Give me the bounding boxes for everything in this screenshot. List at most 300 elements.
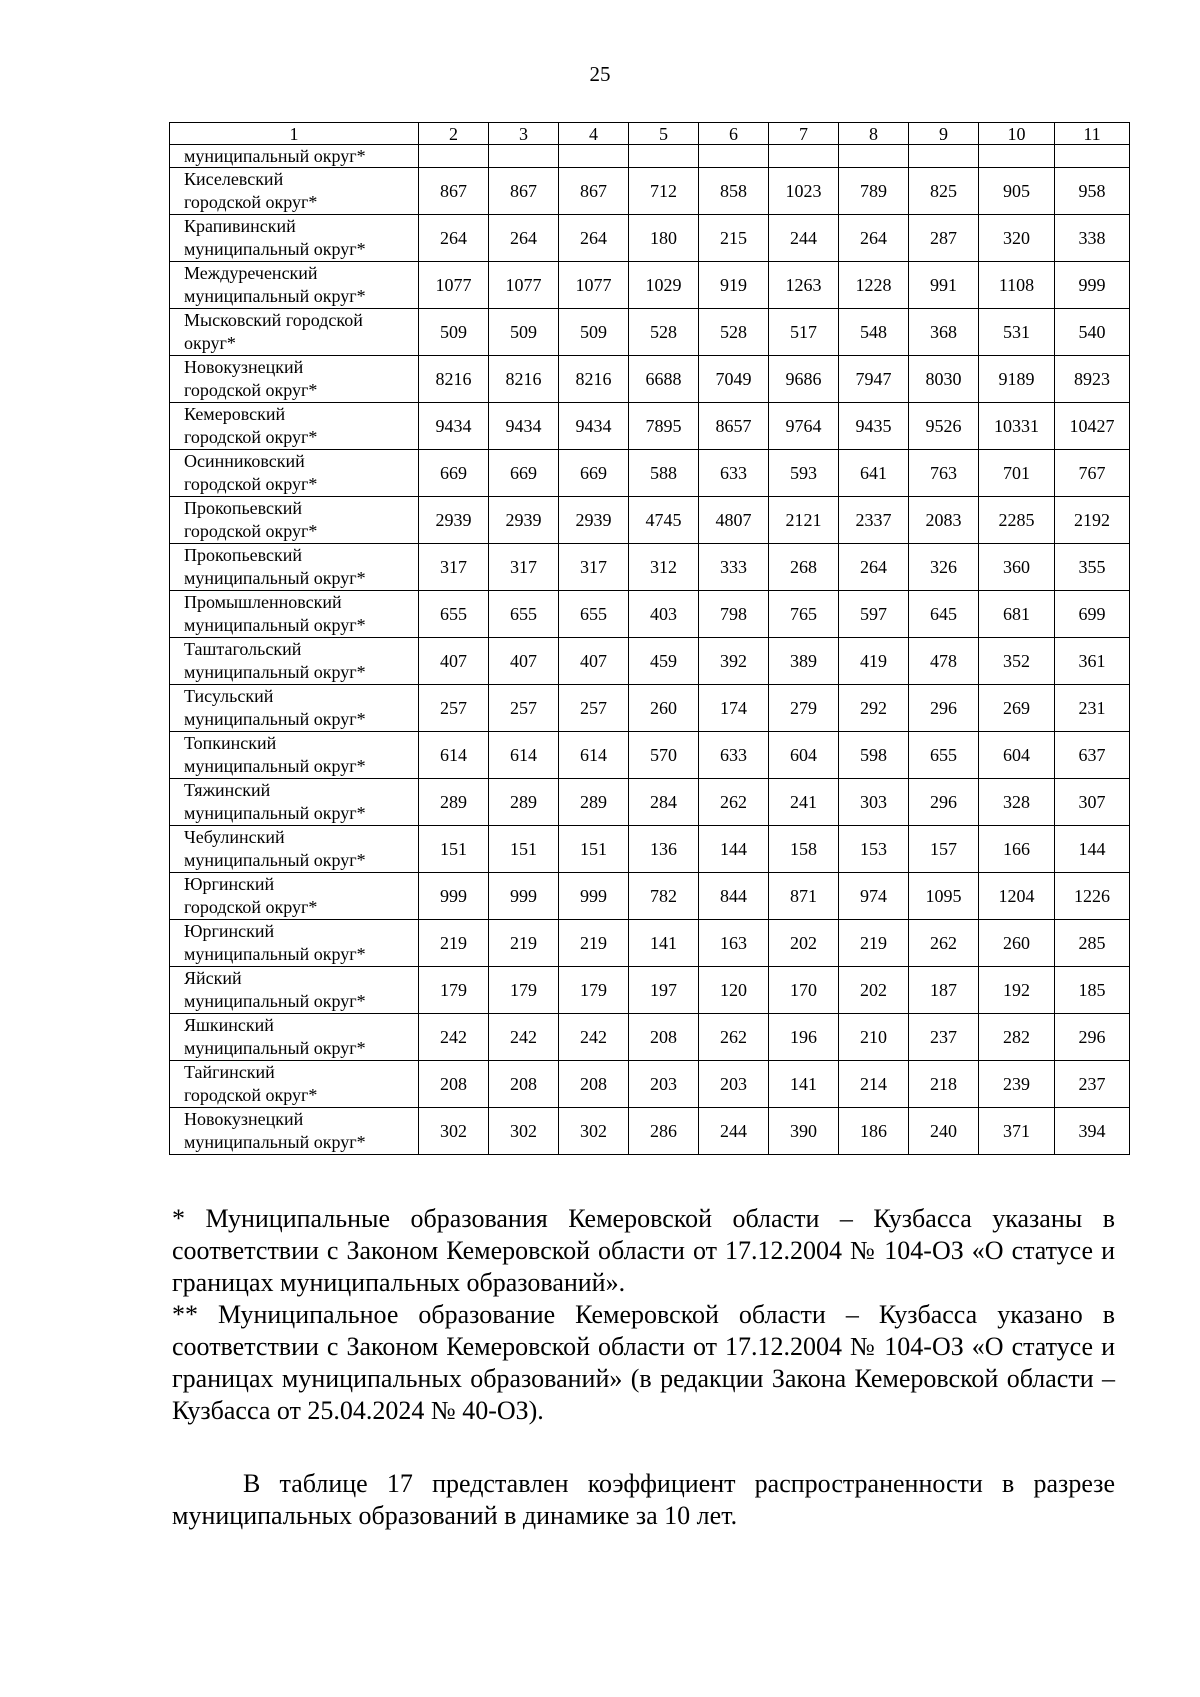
value-cell: 262 — [909, 920, 979, 967]
value-cell: 407 — [419, 638, 489, 685]
value-cell: 264 — [559, 215, 629, 262]
value-cell: 144 — [699, 826, 769, 873]
value-cell: 655 — [419, 591, 489, 638]
value-cell: 767 — [1055, 450, 1130, 497]
value-cell: 185 — [1055, 967, 1130, 1014]
value-cell: 10331 — [979, 403, 1055, 450]
column-header: 3 — [489, 123, 559, 145]
value-cell: 669 — [419, 450, 489, 497]
value-cell: 244 — [769, 215, 839, 262]
value-cell: 144 — [1055, 826, 1130, 873]
municipality-name-line: Новокузнецкий — [184, 1109, 304, 1129]
value-cell: 858 — [699, 168, 769, 215]
value-cell: 1077 — [559, 262, 629, 309]
value-cell: 141 — [629, 920, 699, 967]
value-cell: 237 — [1055, 1061, 1130, 1108]
value-cell: 151 — [489, 826, 559, 873]
value-cell: 257 — [489, 685, 559, 732]
value-cell: 7895 — [629, 403, 699, 450]
table-row — [170, 356, 1130, 403]
municipality-name — [170, 920, 419, 967]
value-cell: 307 — [1055, 779, 1130, 826]
value-cell: 867 — [489, 168, 559, 215]
value-cell: 798 — [699, 591, 769, 638]
value-cell: 244 — [699, 1108, 769, 1155]
table-row — [170, 1014, 1130, 1061]
municipality-name-line: Таштагольский — [184, 639, 302, 659]
value-cell: 219 — [419, 920, 489, 967]
municipality-name-line: Мысковский городской — [184, 310, 363, 330]
value-cell: 919 — [699, 262, 769, 309]
value-cell: 1204 — [979, 873, 1055, 920]
municipality-name — [170, 309, 419, 356]
table-row — [170, 1108, 1130, 1155]
value-cell: 214 — [839, 1061, 909, 1108]
table-row — [170, 685, 1130, 732]
column-header: 1 — [170, 123, 419, 145]
municipality-name-line: муниципальный округ* — [184, 709, 366, 729]
value-cell: 286 — [629, 1108, 699, 1155]
value-cell: 9434 — [559, 403, 629, 450]
value-cell: 262 — [699, 1014, 769, 1061]
value-cell: 389 — [769, 638, 839, 685]
value-cell: 1023 — [769, 168, 839, 215]
municipality-name-line: муниципальный округ* — [184, 286, 366, 306]
value-cell: 407 — [489, 638, 559, 685]
value-cell: 328 — [979, 779, 1055, 826]
value-cell: 10427 — [1055, 403, 1130, 450]
municipality-name-line: муниципальный округ* — [184, 1038, 366, 1058]
value-cell: 645 — [909, 591, 979, 638]
footnote-single-asterisk: * Муниципальные образования Кемеровской области – Кузбасса указаны в соответствии с Законом Кемеровской области от 17.12.2004 № 104-ОЗ «О статусе и границах муниципальных образований». — [172, 1204, 1115, 1297]
value-cell: 208 — [629, 1014, 699, 1061]
value-cell: 215 — [699, 215, 769, 262]
value-cell: 282 — [979, 1014, 1055, 1061]
value-cell: 8216 — [489, 356, 559, 403]
municipality-name-line: муниципальный округ* — [184, 803, 366, 823]
table-row — [170, 779, 1130, 826]
value-cell: 257 — [419, 685, 489, 732]
value-cell: 352 — [979, 638, 1055, 685]
value-cell: 633 — [699, 732, 769, 779]
page-number: 25 — [589, 62, 611, 86]
value-cell: 289 — [559, 779, 629, 826]
value-cell: 614 — [489, 732, 559, 779]
municipality-name — [170, 1108, 419, 1155]
value-cell: 151 — [559, 826, 629, 873]
value-cell: 999 — [1055, 262, 1130, 309]
value-cell: 9434 — [489, 403, 559, 450]
value-cell: 597 — [839, 591, 909, 638]
value-cell: 257 — [559, 685, 629, 732]
municipality-name-line: Прокопьевский — [184, 545, 303, 565]
value-cell: 8216 — [419, 356, 489, 403]
value-cell: 312 — [629, 544, 699, 591]
municipality-name-line: Яйский — [184, 968, 242, 988]
municipality-name — [170, 497, 419, 544]
municipality-name-line: муниципальный округ* — [184, 850, 366, 870]
value-cell: 196 — [769, 1014, 839, 1061]
value-cell: 262 — [699, 779, 769, 826]
value-cell: 2083 — [909, 497, 979, 544]
value-cell: 333 — [699, 544, 769, 591]
continued-row-label: муниципальный округ* — [170, 145, 419, 168]
value-cell: 296 — [909, 779, 979, 826]
table-row — [170, 1061, 1130, 1108]
value-cell: 637 — [1055, 732, 1130, 779]
value-cell: 604 — [979, 732, 1055, 779]
municipality-name-line: муниципальный округ* — [184, 568, 366, 588]
value-cell: 999 — [489, 873, 559, 920]
header-row — [170, 123, 1130, 145]
table-row — [170, 873, 1130, 920]
value-cell: 669 — [559, 450, 629, 497]
value-cell: 9764 — [769, 403, 839, 450]
column-header: 11 — [1055, 123, 1130, 145]
value-cell: 844 — [699, 873, 769, 920]
value-cell: 765 — [769, 591, 839, 638]
municipality-name — [170, 732, 419, 779]
value-cell: 163 — [699, 920, 769, 967]
municipality-name-line: городской округ* — [184, 521, 318, 541]
value-cell: 264 — [839, 215, 909, 262]
value-cell: 655 — [909, 732, 979, 779]
value-cell: 593 — [769, 450, 839, 497]
value-cell: 867 — [559, 168, 629, 215]
value-cell: 180 — [629, 215, 699, 262]
value-cell: 208 — [419, 1061, 489, 1108]
table-row — [170, 544, 1130, 591]
value-cell: 240 — [909, 1108, 979, 1155]
value-cell: 6688 — [629, 356, 699, 403]
municipality-name-line: муниципальный округ* — [184, 1132, 366, 1152]
value-cell: 260 — [629, 685, 699, 732]
footnote-double-asterisk: ** Муниципальное образование Кемеровской области – Кузбасса указано в соответствии с Законом Кемеровской области от 17.12.2004 № 104-ОЗ «О статусе и границах муниципальных образований» (в редакции Закона Кемеровской области – Кузбасса от 25.04.2024 № 40-ОЗ). — [172, 1300, 1115, 1425]
table-row — [170, 591, 1130, 638]
column-header: 9 — [909, 123, 979, 145]
value-cell: 368 — [909, 309, 979, 356]
value-cell: 548 — [839, 309, 909, 356]
value-cell: 170 — [769, 967, 839, 1014]
value-cell: 9686 — [769, 356, 839, 403]
municipality-name — [170, 779, 419, 826]
value-cell: 782 — [629, 873, 699, 920]
value-cell: 614 — [559, 732, 629, 779]
value-cell: 7049 — [699, 356, 769, 403]
value-cell: 202 — [769, 920, 839, 967]
municipality-name — [170, 873, 419, 920]
value-cell: 699 — [1055, 591, 1130, 638]
value-cell: 390 — [769, 1108, 839, 1155]
municipality-name-line: Юргинский — [184, 921, 275, 941]
value-cell: 2939 — [419, 497, 489, 544]
value-cell: 326 — [909, 544, 979, 591]
municipality-name — [170, 356, 419, 403]
value-cell: 8030 — [909, 356, 979, 403]
value-cell: 179 — [559, 967, 629, 1014]
table-row — [170, 497, 1130, 544]
value-cell: 633 — [699, 450, 769, 497]
municipality-name-line: муниципальный округ* — [184, 239, 366, 259]
column-header: 8 — [839, 123, 909, 145]
value-cell: 459 — [629, 638, 699, 685]
value-cell: 285 — [1055, 920, 1130, 967]
value-cell: 958 — [1055, 168, 1130, 215]
value-cell: 264 — [489, 215, 559, 262]
value-cell: 296 — [1055, 1014, 1130, 1061]
value-cell: 219 — [839, 920, 909, 967]
value-cell: 7947 — [839, 356, 909, 403]
value-cell: 407 — [559, 638, 629, 685]
value-cell: 179 — [489, 967, 559, 1014]
value-cell: 999 — [559, 873, 629, 920]
table-row — [170, 920, 1130, 967]
column-header: 10 — [979, 123, 1055, 145]
municipality-name — [170, 685, 419, 732]
value-cell: 2337 — [839, 497, 909, 544]
value-cell: 187 — [909, 967, 979, 1014]
municipality-name-line: муниципальный округ* — [184, 991, 366, 1011]
value-cell: 712 — [629, 168, 699, 215]
value-cell: 202 — [839, 967, 909, 1014]
column-header: 4 — [559, 123, 629, 145]
value-cell: 203 — [629, 1061, 699, 1108]
municipality-name — [170, 638, 419, 685]
value-cell: 991 — [909, 262, 979, 309]
municipality-name-line: Крапивинский — [184, 216, 296, 236]
municipality-name — [170, 262, 419, 309]
value-cell: 2939 — [489, 497, 559, 544]
value-cell: 509 — [559, 309, 629, 356]
value-cell: 203 — [699, 1061, 769, 1108]
municipality-name-line: городской округ* — [184, 1085, 318, 1105]
value-cell: 905 — [979, 168, 1055, 215]
municipality-name-line: городской округ* — [184, 474, 318, 494]
value-cell: 8216 — [559, 356, 629, 403]
value-cell: 241 — [769, 779, 839, 826]
value-cell: 655 — [489, 591, 559, 638]
value-cell: 681 — [979, 591, 1055, 638]
value-cell: 9189 — [979, 356, 1055, 403]
municipality-name-line: округ* — [184, 333, 236, 353]
value-cell: 292 — [839, 685, 909, 732]
value-cell: 1263 — [769, 262, 839, 309]
municipality-name-line: Топкинский — [184, 733, 277, 753]
table-row — [170, 168, 1130, 215]
column-header: 2 — [419, 123, 489, 145]
value-cell: 517 — [769, 309, 839, 356]
table-row — [170, 826, 1130, 873]
value-cell: 279 — [769, 685, 839, 732]
value-cell: 871 — [769, 873, 839, 920]
municipality-name — [170, 1014, 419, 1061]
value-cell: 528 — [629, 309, 699, 356]
value-cell: 303 — [839, 779, 909, 826]
value-cell: 242 — [559, 1014, 629, 1061]
value-cell: 8657 — [699, 403, 769, 450]
municipality-name-line: муниципальный округ* — [184, 662, 366, 682]
value-cell: 231 — [1055, 685, 1130, 732]
value-cell: 219 — [489, 920, 559, 967]
value-cell: 9526 — [909, 403, 979, 450]
value-cell: 219 — [559, 920, 629, 967]
value-cell: 1029 — [629, 262, 699, 309]
value-cell: 192 — [979, 967, 1055, 1014]
value-cell: 1095 — [909, 873, 979, 920]
value-cell: 268 — [769, 544, 839, 591]
value-cell: 1108 — [979, 262, 1055, 309]
value-cell: 317 — [419, 544, 489, 591]
municipality-name-line: Юргинский — [184, 874, 275, 894]
municipality-name-line: Киселевский — [184, 169, 284, 189]
value-cell: 701 — [979, 450, 1055, 497]
value-cell: 1077 — [419, 262, 489, 309]
value-cell: 641 — [839, 450, 909, 497]
value-cell: 9435 — [839, 403, 909, 450]
column-header: 5 — [629, 123, 699, 145]
table-row — [170, 967, 1130, 1014]
value-cell: 2285 — [979, 497, 1055, 544]
municipality-name-line: Промышленновский — [184, 592, 342, 612]
value-cell: 242 — [419, 1014, 489, 1061]
value-cell: 338 — [1055, 215, 1130, 262]
value-cell: 1077 — [489, 262, 559, 309]
value-cell: 2192 — [1055, 497, 1130, 544]
municipality-name — [170, 215, 419, 262]
value-cell: 392 — [699, 638, 769, 685]
municipality-name-line: Тисульский — [184, 686, 274, 706]
value-cell: 166 — [979, 826, 1055, 873]
value-cell: 361 — [1055, 638, 1130, 685]
municipality-name-line: Яшкинский — [184, 1015, 274, 1035]
value-cell: 237 — [909, 1014, 979, 1061]
value-cell: 320 — [979, 215, 1055, 262]
table-row — [170, 262, 1130, 309]
municipality-name — [170, 1061, 419, 1108]
municipality-name-line: муниципальный округ* — [184, 615, 366, 635]
value-cell: 8923 — [1055, 356, 1130, 403]
value-cell: 218 — [909, 1061, 979, 1108]
value-cell: 9434 — [419, 403, 489, 450]
value-cell: 296 — [909, 685, 979, 732]
value-cell: 614 — [419, 732, 489, 779]
table-row — [170, 450, 1130, 497]
value-cell: 264 — [839, 544, 909, 591]
value-cell: 2121 — [769, 497, 839, 544]
closing-paragraph: В таблице 17 представлен коэффициент распространенности в разрезе муниципальных образований в динамике за 10 лет. — [172, 1469, 1115, 1530]
value-cell: 763 — [909, 450, 979, 497]
value-cell: 153 — [839, 826, 909, 873]
value-cell: 867 — [419, 168, 489, 215]
value-cell: 478 — [909, 638, 979, 685]
value-cell: 394 — [1055, 1108, 1130, 1155]
table-row — [170, 732, 1130, 779]
value-cell: 974 — [839, 873, 909, 920]
table-row — [170, 309, 1130, 356]
value-cell: 317 — [559, 544, 629, 591]
municipality-name-line: городской округ* — [184, 897, 318, 917]
municipality-name-line: городской округ* — [184, 192, 318, 212]
value-cell: 598 — [839, 732, 909, 779]
value-cell: 360 — [979, 544, 1055, 591]
value-cell: 260 — [979, 920, 1055, 967]
value-cell: 655 — [559, 591, 629, 638]
value-cell: 179 — [419, 967, 489, 1014]
value-cell: 151 — [419, 826, 489, 873]
value-cell: 269 — [979, 685, 1055, 732]
value-cell: 4807 — [699, 497, 769, 544]
value-cell: 371 — [979, 1108, 1055, 1155]
municipality-name — [170, 168, 419, 215]
value-cell: 789 — [839, 168, 909, 215]
value-cell: 242 — [489, 1014, 559, 1061]
table-row — [170, 215, 1130, 262]
value-cell: 669 — [489, 450, 559, 497]
statistics-table — [169, 122, 1130, 1155]
municipality-name-line: Чебулинский — [184, 827, 285, 847]
value-cell: 174 — [699, 685, 769, 732]
value-cell: 531 — [979, 309, 1055, 356]
municipality-name — [170, 403, 419, 450]
value-cell: 540 — [1055, 309, 1130, 356]
footnotes — [172, 1203, 1115, 1427]
municipality-name — [170, 450, 419, 497]
municipality-name — [170, 967, 419, 1014]
value-cell: 509 — [489, 309, 559, 356]
value-cell: 158 — [769, 826, 839, 873]
value-cell: 825 — [909, 168, 979, 215]
value-cell: 302 — [559, 1108, 629, 1155]
value-cell: 239 — [979, 1061, 1055, 1108]
value-cell: 208 — [489, 1061, 559, 1108]
municipality-name-line: Междуреченский — [184, 263, 318, 283]
value-cell: 2939 — [559, 497, 629, 544]
municipality-name — [170, 544, 419, 591]
value-cell: 289 — [419, 779, 489, 826]
value-cell: 1228 — [839, 262, 909, 309]
value-cell: 302 — [419, 1108, 489, 1155]
value-cell: 210 — [839, 1014, 909, 1061]
value-cell: 355 — [1055, 544, 1130, 591]
municipality-name-line: муниципальный округ* — [184, 944, 366, 964]
value-cell: 419 — [839, 638, 909, 685]
value-cell: 588 — [629, 450, 699, 497]
continued-row — [170, 145, 1130, 168]
column-header: 6 — [699, 123, 769, 145]
municipality-name-line: Тайгинский — [184, 1062, 275, 1082]
municipality-name-line: муниципальный округ* — [184, 756, 366, 776]
value-cell: 4745 — [629, 497, 699, 544]
municipality-name-line: Осинниковский — [184, 451, 305, 471]
value-cell: 141 — [769, 1061, 839, 1108]
value-cell: 528 — [699, 309, 769, 356]
municipality-name-line: городской округ* — [184, 380, 318, 400]
table-row — [170, 403, 1130, 450]
value-cell: 136 — [629, 826, 699, 873]
value-cell: 570 — [629, 732, 699, 779]
municipality-name-line: городской округ* — [184, 427, 318, 447]
value-cell: 186 — [839, 1108, 909, 1155]
value-cell: 289 — [489, 779, 559, 826]
value-cell: 120 — [699, 967, 769, 1014]
table-row — [170, 638, 1130, 685]
value-cell: 284 — [629, 779, 699, 826]
value-cell: 403 — [629, 591, 699, 638]
value-cell: 509 — [419, 309, 489, 356]
value-cell: 999 — [419, 873, 489, 920]
municipality-name — [170, 826, 419, 873]
value-cell: 287 — [909, 215, 979, 262]
